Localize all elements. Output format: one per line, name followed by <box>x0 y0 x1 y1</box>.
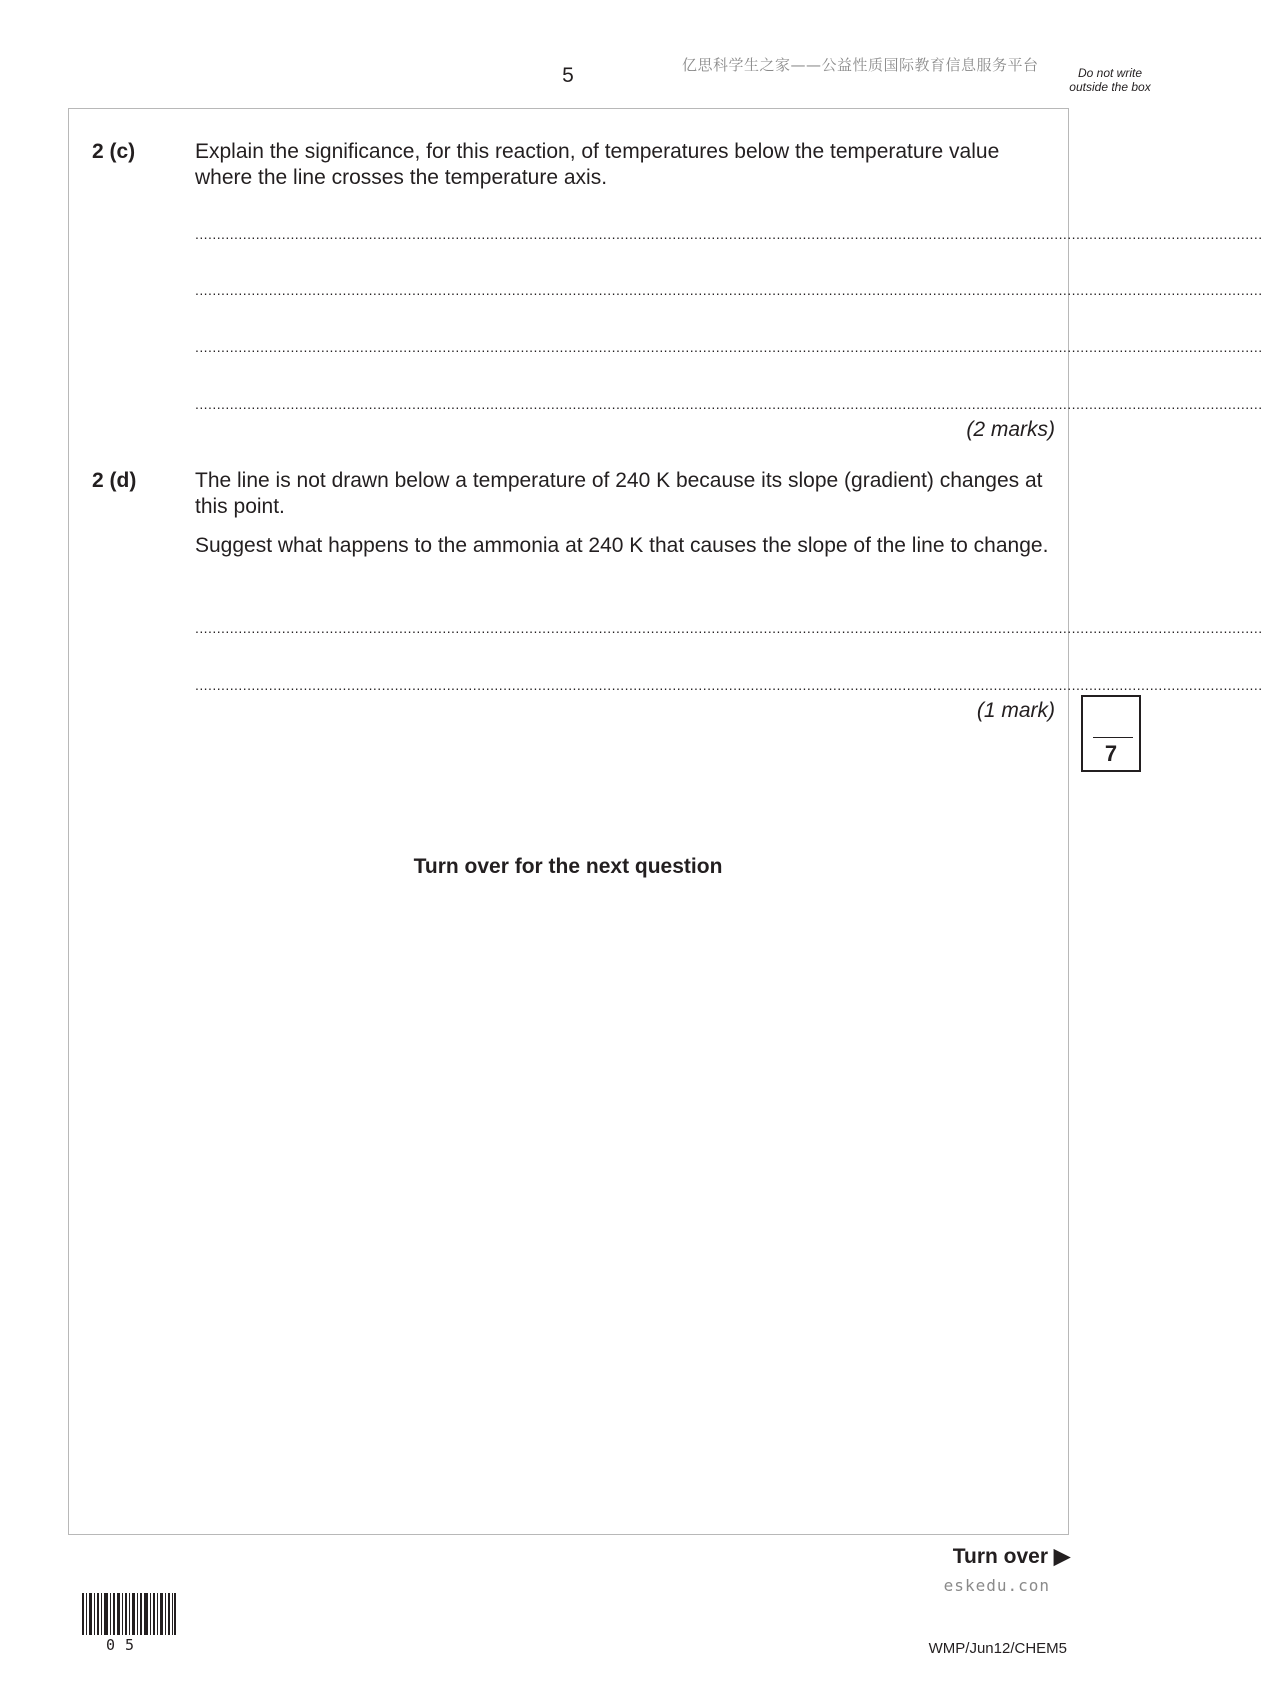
document-code: WMP/Jun12/CHEM5 <box>928 1640 1067 1657</box>
answer-line[interactable]: ...................................................................................................................................................................................................................................................... <box>195 282 1263 298</box>
question-number-2c: 2 (c) <box>92 140 136 163</box>
margin-note: Do not write outside the box <box>1069 66 1151 94</box>
question-number-2d: 2 (d) <box>92 469 137 492</box>
turn-over-label: Turn over ▶ <box>952 1545 1070 1568</box>
website-watermark: eskedu.con <box>943 1576 1050 1595</box>
answer-box-border <box>68 108 1263 1535</box>
barcode-icon <box>82 1593 176 1635</box>
tally-divider <box>1093 737 1133 738</box>
marks-label-2d: (1 mark) <box>976 699 1055 722</box>
answer-line[interactable]: ...................................................................................................................................................................................................................................................... <box>195 677 1263 693</box>
answer-line[interactable]: ...................................................................................................................................................................................................................................................... <box>195 396 1263 412</box>
question-text-2d: The line is not drawn below a temperature of 240 K because its slope (gradient) changes at this point. <box>195 469 1043 518</box>
marks-tally-box <box>1081 695 1141 772</box>
page-number: 5 <box>562 64 574 87</box>
answer-line[interactable]: ...................................................................................................................................................................................................................................................... <box>195 620 1263 636</box>
question-subtext-2d: Suggest what happens to the ammonia at 240 K that causes the slope of the line to change. <box>195 534 1049 557</box>
tally-total: 7 <box>1104 741 1118 766</box>
answer-line[interactable]: ...................................................................................................................................................................................................................................................... <box>195 226 1263 242</box>
marks-label-2c: (2 marks) <box>966 418 1055 441</box>
question-text-2c: Explain the significance, for this reaction, of temperatures below the temperature value where the line crosses the temperature axis. <box>195 140 1000 189</box>
turn-over-next-question: Turn over for the next question <box>413 855 723 878</box>
watermark-text: 亿思科学生之家——公益性质国际教育信息服务平台 <box>682 56 1039 74</box>
barcode-number: 05 <box>106 1636 145 1654</box>
answer-line[interactable]: ...................................................................................................................................................................................................................................................... <box>195 339 1263 355</box>
